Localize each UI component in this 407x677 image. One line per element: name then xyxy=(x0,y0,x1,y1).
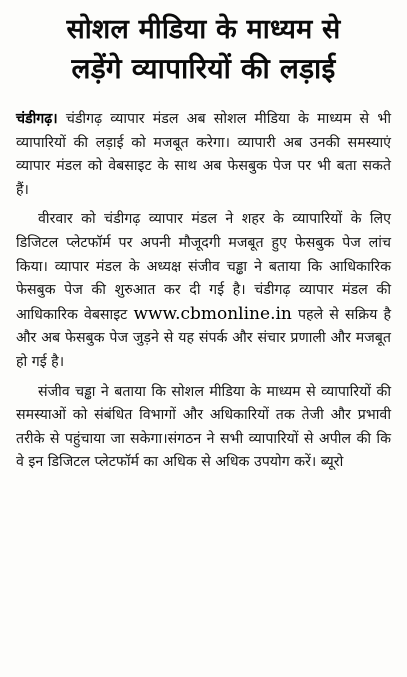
website-url: www.cbmonline.in xyxy=(133,303,292,324)
headline-line-1: सोशल मीडिया के माध्यम से xyxy=(66,14,341,45)
paragraph-2-text-before: वीरवार को चंडीगढ़ व्यापार मंडल ने शहर के व्यापारियों के लिए डिजिटल प्लेटफॉर्म पर अपनी मौजूदगी मजबूत हुए फेसबुक पेज लांच किया। व्यापार मंडल के अध्यक्ष संजीव चड्ढा ने बताया कि आधिकारिक फेसबुक पेज की शुरुआत कर दी गई है। चंडीगढ़ व्यापार मंडल की आधिकारिक वेबसाइट xyxy=(16,211,391,323)
article-body xyxy=(16,108,391,475)
paragraph-1 xyxy=(16,108,391,202)
paragraph-3 xyxy=(16,381,391,475)
headline xyxy=(16,14,391,86)
paragraph-3-text: संजीव चड्ढा ने बताया कि सोशल मीडिया के माध्यम से व्यापारियों की समस्याओं को संबंधित विभागों और अधिकारियों तक तेजी और प्रभावी तरीके से पहुंचाया जा सकेगा।संगठन ने सभी व्यापारियों से अपील की कि वे इन डिजिटल प्लेटफॉर्म का अधिक से अधिक उपयोग करें। ब्यूरो xyxy=(16,383,391,471)
headline-line-2: लड़ेंगे व्यापारियों की लड़ाई xyxy=(71,52,336,86)
paragraph-2 xyxy=(16,208,391,374)
paragraph-1-text: चंडीगढ़ व्यापार मंडल अब सोशल मीडिया के माध्यम से भी व्यापारियों की लड़ाई को मजबूत करेगा। व्यापारी अब उनकी समस्याएं व्यापार मंडल को वेबसाइट के साथ अब फेसबुक पेज पर भी बता सकते हैं। xyxy=(16,110,391,198)
paragraph-2-text-after: पहले से सक्रिय है और अब फेसबुक पेज जुड़ने से यह संपर्क और संचार प्रणाली और मजबूत हो गई है। xyxy=(16,306,391,370)
dateline: चंडीगढ़। xyxy=(16,110,58,127)
